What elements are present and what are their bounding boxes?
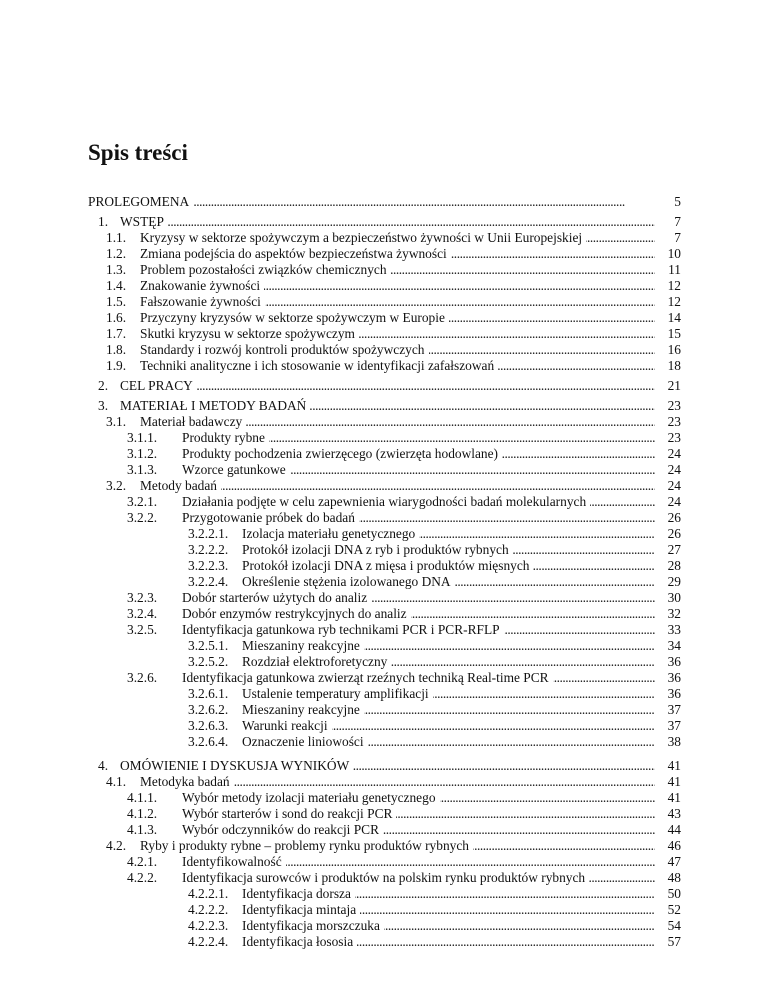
toc-entry[interactable] [88,822,681,838]
toc-entry-number: 4.1.1. [127,790,158,805]
toc-page-number: 24 [655,446,681,462]
toc-entry-title: Warunki reakcji [242,718,332,734]
toc-entry-number: 3.2.2. [127,510,158,525]
toc-entry-number: 3.2.5.1. [188,638,229,653]
toc-entry-number: 4.2.1. [127,854,158,869]
toc-entry[interactable] [88,790,681,806]
toc-page-number: 28 [655,558,681,574]
toc-page-number: 43 [655,806,681,822]
toc-page-number: 14 [655,310,681,326]
toc-page-number: 48 [655,870,681,886]
toc-page-number: 12 [655,294,681,310]
toc-page-number: 7 [655,214,681,230]
toc-entry[interactable] [88,902,681,918]
toc-entry[interactable] [88,558,681,574]
toc-entry[interactable] [88,574,681,590]
toc-entry[interactable] [88,430,681,446]
toc-entry-title: Dobór enzymów restrykcyjnych do analiz [182,606,411,622]
toc-page-number: 29 [655,574,681,590]
toc-entry-title: Identyfikacja dorsza [242,886,355,902]
toc-entry-title: Identyfikacja surowców i produktów na polskim rynku produktów rybnych [182,870,589,886]
toc-entry-number: 4.1.3. [127,822,158,837]
toc-entry[interactable] [88,718,681,734]
toc-page-number: 57 [655,934,681,950]
toc-entry-number: 1.3. [106,262,127,277]
toc-entry-title: Ryby i produkty rybne – problemy rynku produktów rybnych [140,838,473,854]
toc-entry-number: 3.1. [106,414,127,429]
toc-entry-number: 4.2.2. [127,870,158,885]
toc-entry[interactable] [88,194,681,210]
toc-entry-title: OMÓWIENIE I DYSKUSJA WYNIKÓW [120,758,353,774]
toc-page-number: 41 [655,790,681,806]
toc-entry-title: Wzorce gatunkowe [182,462,290,478]
toc-entry-number: 3.2.4. [127,606,158,621]
toc-entry-title: Produkty pochodzenia zwierzęcego (zwierzęta hodowlane) [182,446,502,462]
toc-page-number: 26 [655,510,681,526]
toc-entry[interactable] [88,638,681,654]
toc-page-number: 24 [655,462,681,478]
toc-entry-number: 3.2.1. [127,494,158,509]
toc-page-number: 23 [655,414,681,430]
toc-page-number: 15 [655,326,681,342]
toc-entry[interactable] [88,262,681,278]
toc-entry-number: 3.2. [106,478,127,493]
toc-page-number: 5 [655,194,681,210]
toc-entry[interactable] [88,590,681,606]
toc-entry-title: Protokół izolacji DNA z ryb i produktów rybnych [242,542,513,558]
toc-page-number: 38 [655,734,681,750]
toc-entry-title: Określenie stężenia izolowanego DNA [242,574,455,590]
toc-entry[interactable] [88,686,681,702]
toc-entry[interactable] [88,758,681,774]
toc-entry-number: 4.2.2.4. [188,934,229,949]
toc-page-number: 44 [655,822,681,838]
toc-page-number: 23 [655,430,681,446]
toc-entry[interactable] [88,398,681,414]
toc-page-number: 32 [655,606,681,622]
toc-page-number: 24 [655,494,681,510]
toc-entry-number: 4.2.2.1. [188,886,229,901]
toc-entry-title: Problem pozostałości związków chemicznych [140,262,391,278]
toc-entry-title: Fałszowanie żywności [140,294,265,310]
toc-entry-title: Zmiana podejścia do aspektów bezpieczeństwa żywności [140,246,451,262]
toc-entry-number: 4. [98,758,109,773]
toc-entry[interactable] [88,542,681,558]
toc-entry-number: 3.2.6.3. [188,718,229,733]
toc-entry[interactable] [88,870,681,886]
toc-entry[interactable] [88,934,681,950]
toc-entry[interactable] [88,526,681,542]
toc-entry-title: Oznaczenie liniowości [242,734,368,750]
toc-page-number: 23 [655,398,681,414]
toc-page-number: 18 [655,358,681,374]
toc-entry[interactable] [88,246,681,262]
toc-entry[interactable] [88,806,681,822]
toc-entry-title: Metody badań [140,478,221,494]
toc-entry[interactable] [88,606,681,622]
toc-page-number: 47 [655,854,681,870]
toc-entry[interactable] [88,278,681,294]
toc-entry-number: 1.5. [106,294,127,309]
toc-entry[interactable] [88,886,681,902]
toc-entry-title: Wybór metody izolacji materiału genetycznego [182,790,440,806]
toc-entry[interactable] [88,854,681,870]
toc-entry-title: MATERIAŁ I METODY BADAŃ [120,398,310,414]
toc-entry[interactable] [88,342,681,358]
toc-page-number: 16 [655,342,681,358]
toc-page-number: 30 [655,590,681,606]
toc-entry[interactable] [88,310,681,326]
toc-entry[interactable] [88,654,681,670]
toc-entry[interactable] [88,294,681,310]
toc-entry[interactable] [88,670,681,686]
toc-page-number: 24 [655,478,681,494]
toc-entry-number: 3.2.6.4. [188,734,229,749]
toc-entry-title: Identyfikacja łososia [242,934,357,950]
toc-page-number: 41 [655,758,681,774]
toc-entry-title: Produkty rybne [182,430,269,446]
toc-entry-title: Identyfikacja morszczuka [242,918,384,934]
toc-entry-title: CEL PRACY [120,378,197,394]
toc-entry-title: Przygotowanie próbek do badań [182,510,359,526]
toc-page-number: 36 [655,686,681,702]
toc-entry[interactable] [88,378,681,394]
toc-entry-title: Mieszaniny reakcyjne [242,638,364,654]
toc-entry-number: 3.2.6.2. [188,702,229,717]
toc-entry[interactable] [88,510,681,526]
toc-entry-title: Techniki analityczne i ich stosowanie w identyfikacji zafałszowań [140,358,498,374]
toc-entry-number: 3.1.2. [127,446,158,461]
toc-entry-number: 3.1.1. [127,430,158,445]
toc-leader-dots [124,378,655,394]
toc-page-number: 50 [655,886,681,902]
toc-entry[interactable] [88,478,681,494]
toc-page-number: 36 [655,654,681,670]
page-title: Spis treści [88,140,188,165]
toc-entry-number: 4.2.2.2. [188,902,229,917]
toc-entry[interactable] [88,414,681,430]
toc-entry-number: 3.2.5. [127,622,158,637]
toc-entry-title: Ustalenie temperatury amplifikacji [242,686,433,702]
toc-entry-number: 3.2.2.4. [188,574,229,589]
toc-entry-title: Działania podjęte w celu zapewnienia wiarygodności badań molekularnych [182,494,590,510]
toc-entry-title: Identyfikacja gatunkowa ryb technikami PCR i PCR-RFLP [182,622,504,638]
toc-entry-title: Standardy i rozwój kontroli produktów spożywczych [140,342,429,358]
toc-entry[interactable] [88,734,681,750]
toc-entry-title: Przyczyny kryzysów w sektorze spożywczym w Europie [140,310,449,326]
toc-entry[interactable] [88,214,681,230]
toc-entry-number: 1.4. [106,278,127,293]
toc-leader-dots [124,214,655,230]
toc-entry-number: 1.2. [106,246,127,261]
toc-entry-title: Skutki kryzysu w sektorze spożywczym [140,326,359,342]
toc-entry[interactable] [88,326,681,342]
toc-entry[interactable] [88,494,681,510]
toc-entry-number: 4.1.2. [127,806,158,821]
toc-entry-title: Metodyka badań [140,774,234,790]
toc-entry-number: 3.2.2.2. [188,542,229,557]
toc-entry-title: Dobór starterów użytych do analiz [182,590,371,606]
toc-entry-number: 2. [98,378,109,393]
toc-page-number: 34 [655,638,681,654]
toc-page-number: 11 [655,262,681,278]
toc-entry-number: 3.2.6.1. [188,686,229,701]
toc-entry[interactable] [88,446,681,462]
toc-entry[interactable] [88,622,681,638]
toc-entry-number: 1.6. [106,310,127,325]
toc-entry-number: 3.1.3. [127,462,158,477]
toc-entry-number: 1.1. [106,230,127,245]
toc-entry-title: Kryzysy w sektorze spożywczym a bezpieczeństwo żywności w Unii Europejskiej [140,230,586,246]
toc-entry-title: Wybór starterów i sond do reakcji PCR [182,806,396,822]
toc-entry-number: 1.7. [106,326,127,341]
toc-entry-title: Izolacja materiału genetycznego [242,526,419,542]
toc-page-number: 12 [655,278,681,294]
toc-page-number: 26 [655,526,681,542]
toc-page-number: 27 [655,542,681,558]
toc-entry-title: Protokół izolacji DNA z mięsa i produktów mięsnych [242,558,533,574]
toc-entry-number: 3.2.5.2. [188,654,229,669]
toc-page-number: 21 [655,378,681,394]
toc-entry-title: Rozdział elektroforetyczny [242,654,391,670]
toc-entry-number: 3.2.3. [127,590,158,605]
toc-page-number: 46 [655,838,681,854]
toc-entry-number: 1. [98,214,109,229]
toc-entry[interactable] [88,702,681,718]
toc-entry-number: 3.2.6. [127,670,158,685]
toc-entry-number: 4.1. [106,774,127,789]
toc-entry[interactable] [88,230,681,246]
toc-entry-title: WSTĘP [120,214,168,230]
toc-entry[interactable] [88,918,681,934]
toc-entry-number: 3.2.2.1. [188,526,229,541]
toc-entry-number: 1.9. [106,358,127,373]
toc-page-number: 37 [655,718,681,734]
toc-entry-title: Identyfikacja mintaja [242,902,360,918]
toc-entry-title: Znakowanie żywności [140,278,264,294]
toc-entry[interactable] [88,462,681,478]
toc-entry-title: Materiał badawczy [140,414,246,430]
toc-page-number: 37 [655,702,681,718]
toc-page-number: 36 [655,670,681,686]
toc-entry[interactable] [88,358,681,374]
toc-page-number: 54 [655,918,681,934]
toc-entry[interactable] [88,838,681,854]
toc-entry-number: 4.2.2.3. [188,918,229,933]
toc-page-number: 7 [655,230,681,246]
toc-entry-title: Mieszaniny reakcyjne [242,702,364,718]
toc-entry-title: Identyfikacja gatunkowa zwierząt rzeźnych techniką Real-time PCR [182,670,553,686]
toc-entry-title: Identyfikowalność [182,854,286,870]
toc-entry[interactable] [88,774,681,790]
toc-page-number: 10 [655,246,681,262]
toc-entry-number: 3. [98,398,109,413]
toc-page-number: 41 [655,774,681,790]
toc-entry-number: 3.2.2.3. [188,558,229,573]
toc-entry-number: 1.8. [106,342,127,357]
toc-page-number: 52 [655,902,681,918]
toc-page-number: 33 [655,622,681,638]
toc-entry-title: Wybór odczynników do reakcji PCR [182,822,383,838]
toc-entry-number: 4.2. [106,838,127,853]
toc-entry-title: PROLEGOMENA [88,194,193,210]
